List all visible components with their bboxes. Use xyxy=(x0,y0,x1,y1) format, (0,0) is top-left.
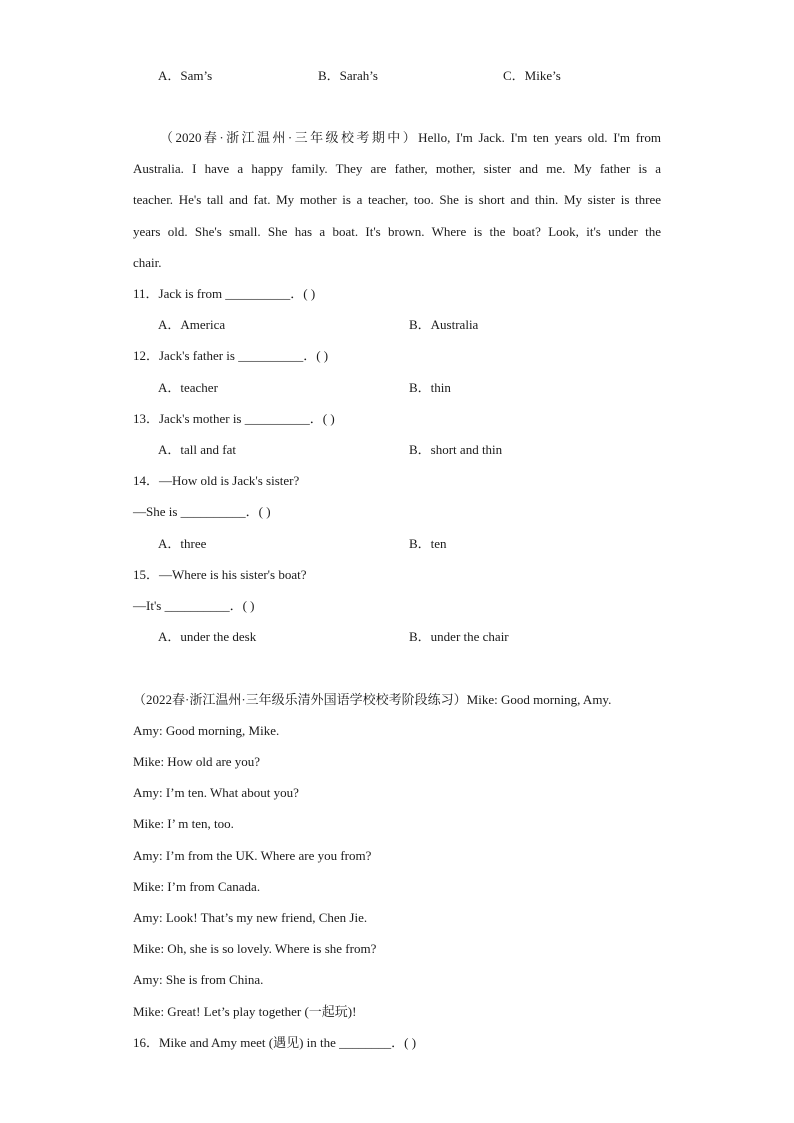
option-a: A．teacher xyxy=(158,380,218,395)
option-b: B．under the chair xyxy=(409,629,509,644)
dialogue-line: Amy: I’m from the UK. Where are you from? xyxy=(133,848,372,863)
dialogue-line: Mike: Oh, she is so lovely. Where is she from? xyxy=(133,941,377,956)
dialogue-line: Amy: I’m ten. What about you? xyxy=(133,785,299,800)
option-a: A．tall and fat xyxy=(158,442,236,457)
dialogue-line: Mike: How old are you? xyxy=(133,754,261,769)
question-stem: 13．Jack's mother is __________．( ) xyxy=(133,411,335,426)
dialogue-line: Amy: Good morning, Mike. xyxy=(133,723,280,738)
question-stem: —It's __________．( ) xyxy=(133,598,255,613)
dialogue-line: Mike: I’ m ten, too. xyxy=(133,816,234,831)
passage1-line: teacher. He's tall and fat. My mother is a teacher, too. She is short and thin. My sister is three xyxy=(133,192,661,207)
option-a: A．under the desk xyxy=(158,629,257,644)
dialogue-line: Amy: Look! That’s my new friend, Chen Jie. xyxy=(133,910,368,925)
passage2-line: （2022春·浙江温州·三年级乐清外国语学校校考阶段练习）Mike: Good morning, Amy. xyxy=(133,692,612,707)
dialogue-line: Amy: She is from China. xyxy=(133,972,264,987)
passage1-line: Australia. I have a happy family. They are father, mother, sister and me. My father is a xyxy=(133,161,661,176)
option-a: A．three xyxy=(158,536,207,551)
passage1-line: chair. xyxy=(133,255,162,270)
passage1-line: years old. She's small. She has a boat. It's brown. Where is the boat? Look, it's under the xyxy=(133,224,661,239)
dialogue-line: Mike: I’m from Canada. xyxy=(133,879,261,894)
option-b: B．short and thin xyxy=(409,442,503,457)
question-stem: 16．Mike and Amy meet (遇见) in the ________．( ) xyxy=(133,1035,417,1050)
passage1-line: （2020春·浙江温州·三年级校考期中）Hello, I'm Jack. I'm ten years old. I'm from xyxy=(160,130,661,145)
option-b: B．Sarah’s xyxy=(318,68,378,83)
dialogue-line: Mike: Great! Let’s play together (一起玩)! xyxy=(133,1004,357,1019)
option-b: B．thin xyxy=(409,380,451,395)
question-stem: —She is __________．( ) xyxy=(133,504,271,519)
question-stem: 14．—How old is Jack's sister? xyxy=(133,473,300,488)
question-stem: 12．Jack's father is __________．( ) xyxy=(133,348,329,363)
option-a: A．America xyxy=(158,317,226,332)
question-stem: 15．—Where is his sister's boat? xyxy=(133,567,307,582)
option-a: A．Sam’s xyxy=(158,68,213,83)
option-b: B．ten xyxy=(409,536,447,551)
question-stem: 11．Jack is from __________．( ) xyxy=(133,286,316,301)
option-b: B．Australia xyxy=(409,317,479,332)
option-c: C．Mike’s xyxy=(503,68,561,83)
